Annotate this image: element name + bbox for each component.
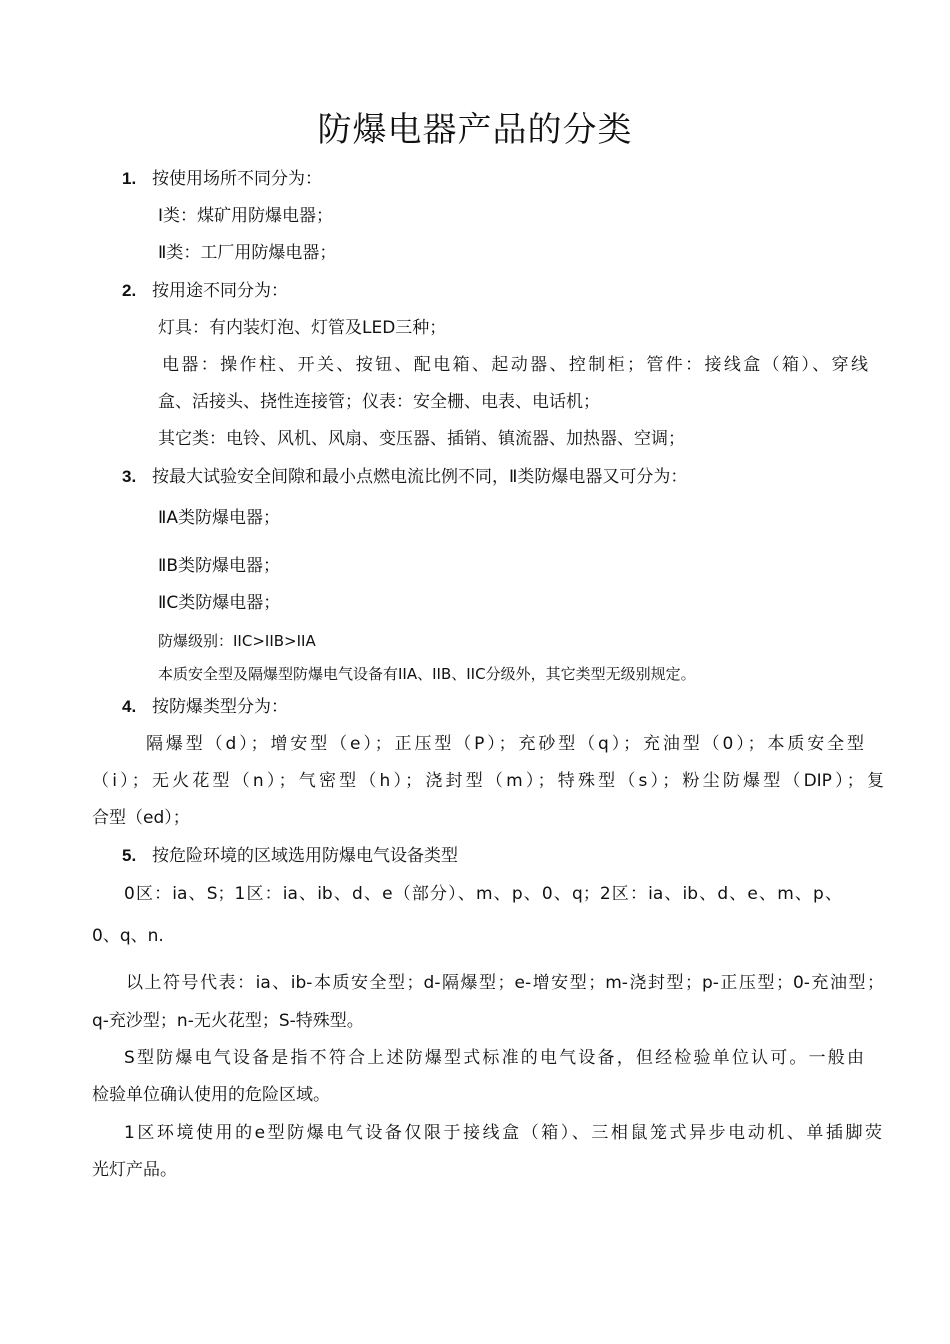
section-5-title: 按危险环境的区域选用防爆电气设备类型: [152, 846, 458, 866]
section-4-heading: [122, 695, 288, 719]
section-3-title: 按最大试验安全间隙和最小点燃电流比例不同，Ⅱ类防爆电器又可分为：: [152, 467, 688, 487]
section-4-title: 按防爆类型分为：: [152, 697, 288, 717]
lamps-line: 灯具：有内装灯泡、灯管及LED三种；: [158, 318, 447, 338]
symbols-line-2: q-充沙型；n-无火花型；S-特殊型。: [92, 1011, 364, 1031]
section-1-number: 1.: [122, 169, 137, 188]
section-3-item-3: ⅡC类防爆电器；: [158, 593, 281, 613]
e-type-line-2: 光灯产品。: [92, 1160, 177, 1180]
section-1-title: 按使用场所不同分为：: [152, 169, 322, 189]
others-line: 其它类：电铃、风机、风扇、变压器、插销、镇流器、加热器、空调；: [158, 429, 685, 449]
section-2-number: 2.: [122, 281, 137, 300]
explosion-types-line-2: （i）；无火花型（n）；气密型（h）；浇封型（m）；特殊型（s）；粉尘防爆型（DIP）；复: [92, 771, 884, 791]
s-type-line-2: 检验单位确认使用的危险区域。: [92, 1085, 330, 1105]
protection-level: 防爆级别：IIC>IIB>IIA: [158, 632, 316, 650]
section-4-number: 4.: [122, 697, 137, 716]
zone-line-2: 0、q、n.: [92, 926, 164, 946]
zone-line-1: 0区：ia、S；1区：ia、ib、d、e（部分）、m、p、0、q；2区：ia、ib、d、e、m、p、: [124, 884, 842, 904]
symbols-line-1: 以上符号代表：ia、ib-本质安全型；d-隔爆型；e-增安型；m-浇封型；p-正压型；0-充油型；: [126, 973, 884, 993]
section-3-number: 3.: [122, 467, 137, 486]
s-type-line-1: S型防爆电气设备是指不符合上述防爆型式标准的电气设备，但经检验单位认可。一般由: [124, 1048, 864, 1068]
appliances-line-2: 盒、活接头、挠性连接管；仪表：安全栅、电表、电话机；: [158, 392, 600, 412]
section-5-number: 5.: [122, 846, 137, 865]
grading-note: 本质安全型及隔爆型防爆电气设备有IIA、IIB、IIC分级外，其它类型无级别规定。: [158, 665, 696, 683]
section-1-heading: [122, 167, 322, 191]
explosion-types-line-1: 隔爆型（d）；增安型（e）；正压型（P）；充砂型（q）；充油型（0）；本质安全型: [146, 734, 864, 754]
section-1-item-2: Ⅱ类：工厂用防爆电器；: [158, 243, 337, 263]
section-3-heading: [122, 465, 687, 489]
section-5-heading: [122, 844, 458, 868]
section-3-item-1: ⅡA类防爆电器；: [158, 508, 280, 528]
page-title: 防爆电器产品的分类: [317, 110, 633, 150]
section-3-item-2: ⅡB类防爆电器；: [158, 556, 281, 576]
appliances-line-1: 电器：操作柱、开关、按钮、配电箱、起动器、控制柜；管件：接线盒（箱）、穿线: [162, 355, 868, 375]
section-2-heading: [122, 279, 288, 303]
section-1-item-1: Ⅰ类：煤矿用防爆电器；: [158, 206, 334, 226]
section-2-title: 按用途不同分为：: [152, 281, 288, 301]
explosion-types-line-3: 合型（ed）；: [92, 808, 190, 828]
e-type-line-1: 1区环境使用的e型防爆电气设备仅限于接线盒（箱）、三相鼠笼式异步电动机、单插脚荧: [124, 1123, 882, 1143]
